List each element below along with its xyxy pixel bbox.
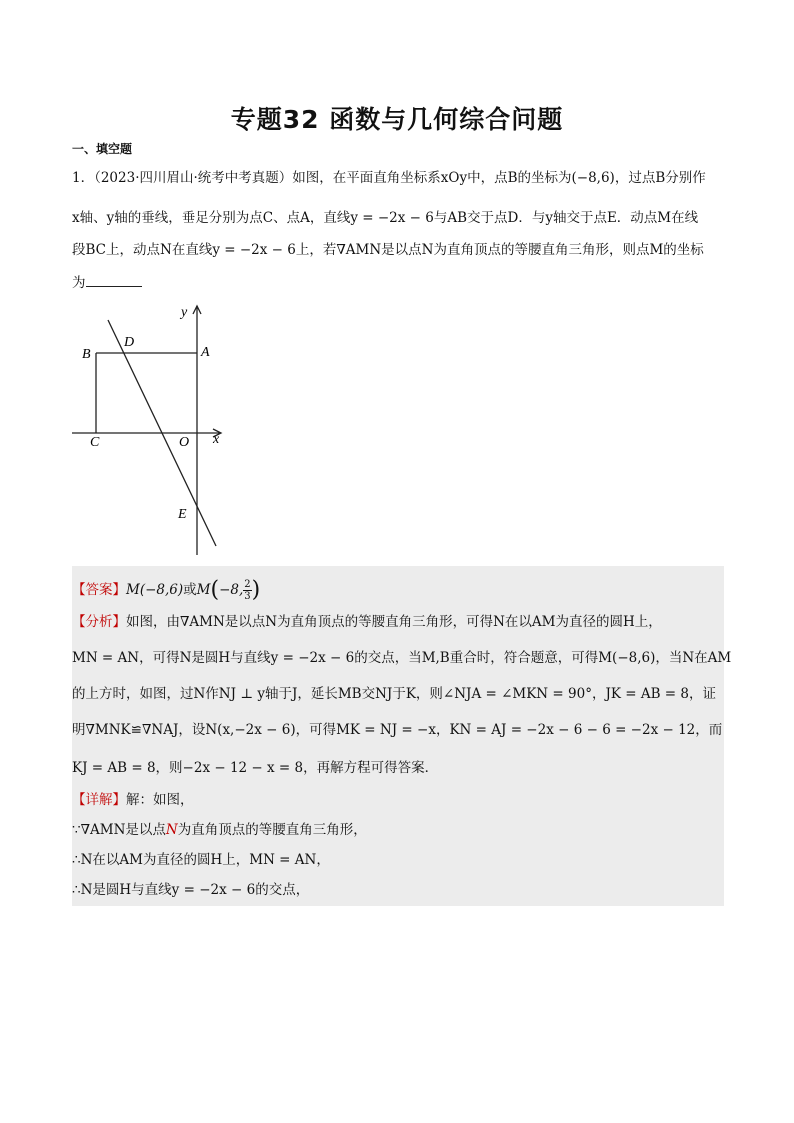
answer-or: 或 (183, 582, 197, 598)
label-E: E (178, 507, 187, 522)
answer-m2-x: −8, (219, 582, 244, 598)
answer-tag: 【答案】 (72, 582, 126, 598)
label-B: B (82, 347, 91, 362)
label-y: y (181, 305, 188, 320)
question-line-1: 1．（2023·四川眉山·统考中考真题）如图，在平面直角坐标系xOy中，点B的坐标为(−8,6)，过点B分别作 (72, 170, 706, 186)
answer-m2-numerator: 2 (244, 579, 251, 590)
detail-text-2-n: N (165, 822, 178, 838)
label-x: x (213, 432, 220, 447)
label-D: D (124, 335, 135, 350)
detail-line-2 (72, 820, 722, 840)
detail-line-4: ∴N是圆H与直线y = −2x − 6的交点， (72, 882, 310, 898)
label-A: A (201, 345, 210, 360)
analysis-line-3: 的上方时，如图，过N作NJ ⊥ y轴于J，延长MB交NJ于K，则∠NJA = ∠MKN = 90°，JK = AB = 8，证 (72, 686, 716, 702)
analysis-line-1 (72, 612, 722, 632)
answer-m2-prefix: M (196, 582, 211, 598)
answer-line: 【答案】M(−8,6)或M(−8, $\frac{2}{3}$ ) (72, 577, 261, 603)
answer-m2-fraction (243, 579, 251, 602)
question-line-2: x轴、y轴的垂线，垂足分别为点C、点A，直线y = −2x − 6与AB交于点D．与y轴交于点E．动点M在线 (72, 210, 699, 226)
section-heading: 一、填空题 (72, 142, 133, 156)
analysis-line-5: KJ = AB = 8，则−2x − 12 − x = 8，再解方程可得答案． (72, 760, 439, 776)
analysis-text-1: 如图，由∇AMN是以点N为直角顶点的等腰直角三角形，可得N在以AM为直径的圆H上， (126, 614, 662, 630)
coordinate-figure (70, 300, 230, 560)
detail-line-1 (72, 790, 722, 810)
question-line-3: 段BC上，动点N在直线y = −2x − 6上，若∇AMN是以点N为直角顶点的等腰直角三角形，则点M的坐标 (72, 242, 704, 258)
label-C: C (90, 435, 100, 450)
detail-line-3: ∴N在以AM为直径的圆H上，MN = AN， (72, 852, 330, 868)
detail-tag: 【详解】 (72, 792, 126, 808)
analysis-line-4: 明∇MNK≌∇NAJ，设N(x,−2x − 6)，可得MK = NJ = −x，KN = AJ = −2x − 6 − 6 = −2x − 12，而 (72, 722, 723, 738)
analysis-tag: 【分析】 (72, 614, 126, 630)
page-title: 专题32 函数与几何综合问题 (230, 105, 564, 134)
label-O: O (179, 435, 190, 450)
answer-m2-denominator: 3 (244, 591, 251, 602)
detail-text-2-post: 为直角顶点的等腰直角三角形， (177, 822, 367, 838)
detail-text-2-pre: ∵∇AMN是以点 (72, 822, 166, 838)
detail-text-1: 解：如图， (126, 792, 194, 808)
answer-blank (86, 272, 142, 287)
analysis-line-2: MN = AN，可得N是圆H与直线y = −2x − 6的交点，当M,B重合时，符合题意，可得M(−8,6)，当N在AM (72, 650, 732, 666)
question-line-4-prefix: 为 (72, 275, 86, 291)
question-line-4 (72, 272, 722, 293)
answer-m1: M(−8,6) (126, 582, 184, 598)
